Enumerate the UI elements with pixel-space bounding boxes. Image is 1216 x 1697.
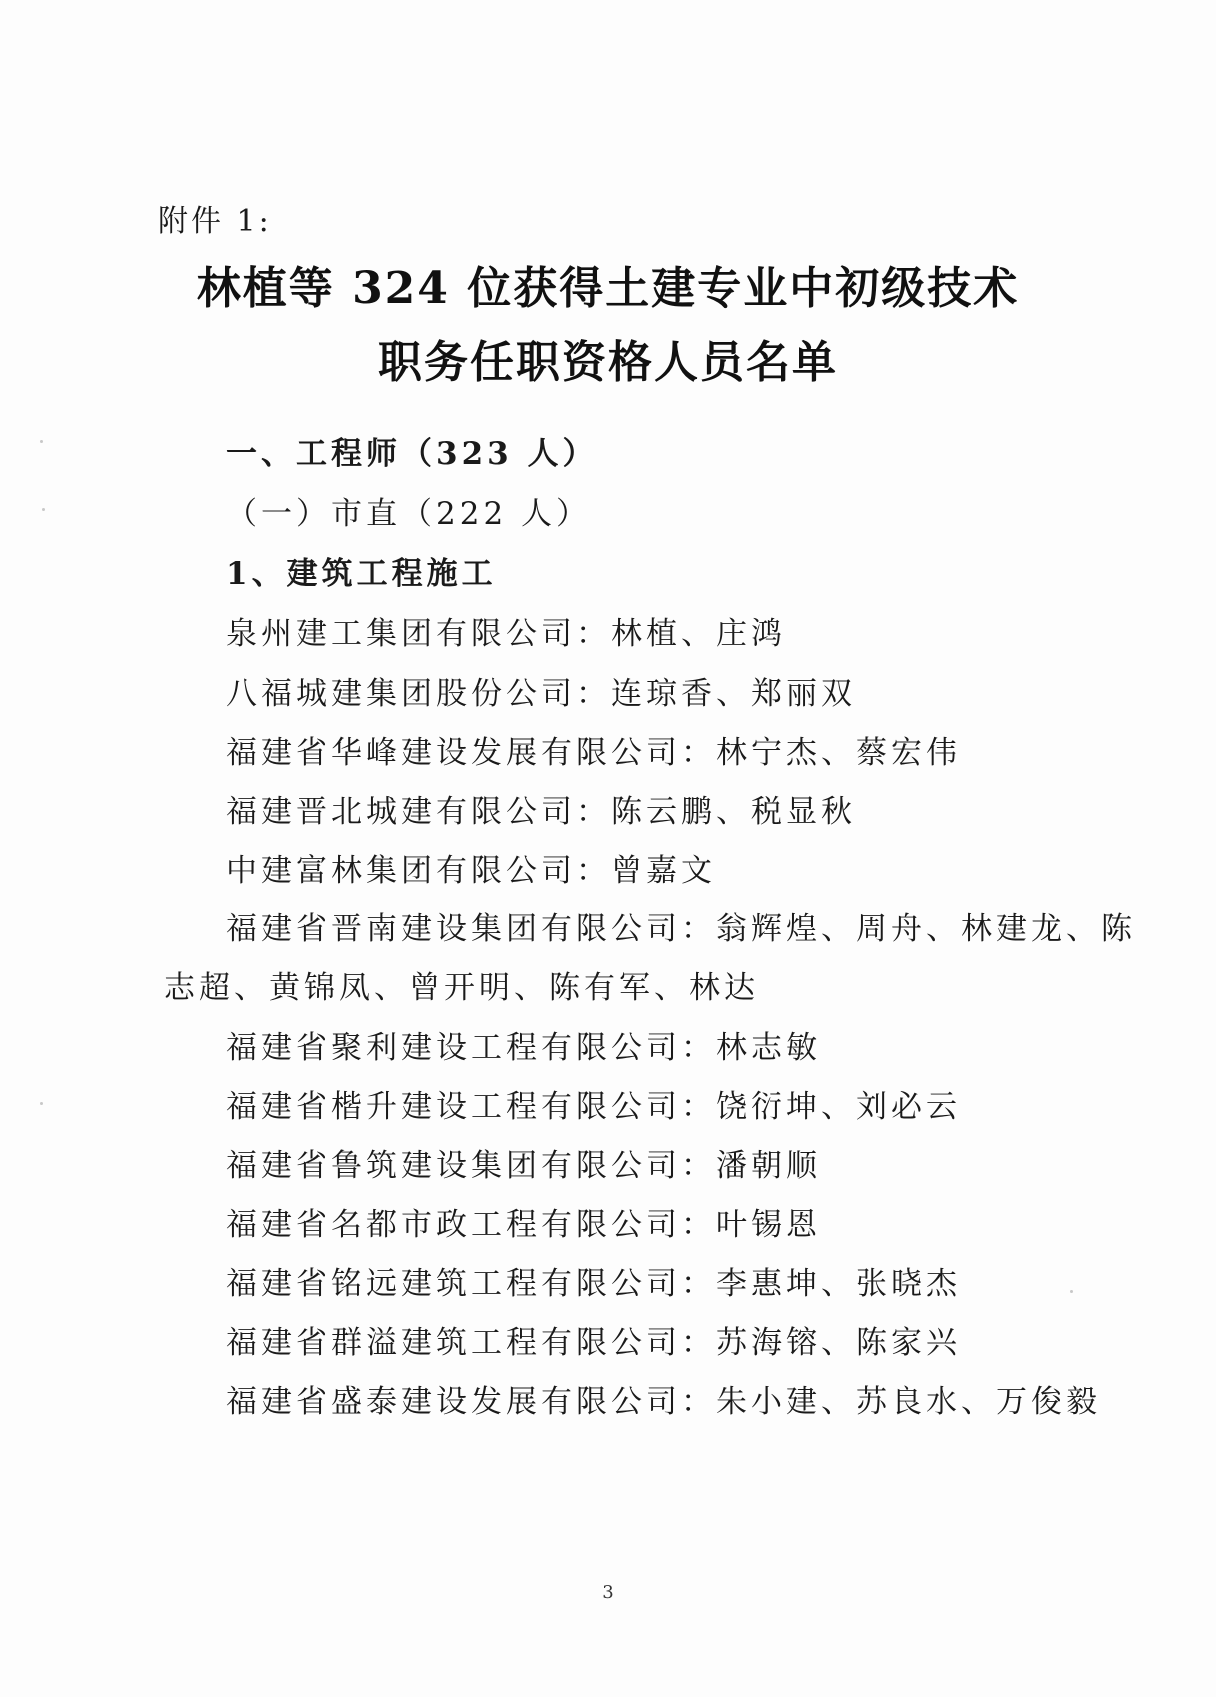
list-item: 福建省名都市政工程有限公司：叶锡恩 bbox=[226, 1207, 821, 1243]
list-item: 福建晋北城建有限公司：陈云鹏、税显秋 bbox=[226, 794, 856, 830]
list-item-continuation: 志超、黄锦凤、曾开明、陈有军、林达 bbox=[164, 970, 759, 1006]
scan-speck bbox=[42, 508, 45, 511]
list-item: 福建省铭远建筑工程有限公司：李惠坤、张晓杰 bbox=[226, 1266, 961, 1302]
category-construction: 1、建筑工程施工 bbox=[226, 556, 497, 592]
attachment-label: 附件 1: bbox=[158, 204, 272, 239]
list-item: 泉州建工集团有限公司：林植、庄鸿 bbox=[226, 616, 786, 652]
list-item: 福建省盛泰建设发展有限公司：朱小建、苏良水、万俊毅 bbox=[226, 1384, 1101, 1420]
list-item: 福建省聚利建设工程有限公司：林志敏 bbox=[226, 1030, 821, 1066]
list-item: 福建省鲁筑建设集团有限公司：潘朝顺 bbox=[226, 1148, 821, 1184]
list-item: 中建富林集团有限公司：曾嘉文 bbox=[226, 853, 716, 889]
list-item: 八福城建集团股份公司：连琼香、郑丽双 bbox=[226, 676, 856, 712]
scan-speck bbox=[40, 440, 43, 443]
scan-speck bbox=[40, 1102, 43, 1105]
list-item: 福建省华峰建设发展有限公司：林宁杰、蔡宏伟 bbox=[226, 735, 961, 771]
document-title-line-2: 职务任职资格人员名单 bbox=[378, 337, 838, 388]
list-item: 福建省晋南建设集团有限公司：翁辉煌、周舟、林建龙、陈 bbox=[226, 911, 1136, 947]
document-title-line-1: 林植等 324 位获得土建专业中初级技术 bbox=[196, 263, 1020, 314]
list-item: 福建省楷升建设工程有限公司：饶衍坤、刘必云 bbox=[226, 1089, 961, 1125]
list-item: 福建省群溢建筑工程有限公司：苏海镕、陈家兴 bbox=[226, 1325, 961, 1361]
scan-speck bbox=[1070, 1290, 1073, 1293]
subheading-city: （一）市直（222 人） bbox=[226, 496, 592, 532]
section-heading-engineers: 一、工程师（323 人） bbox=[226, 436, 598, 472]
page-number: 3 bbox=[602, 1582, 614, 1603]
